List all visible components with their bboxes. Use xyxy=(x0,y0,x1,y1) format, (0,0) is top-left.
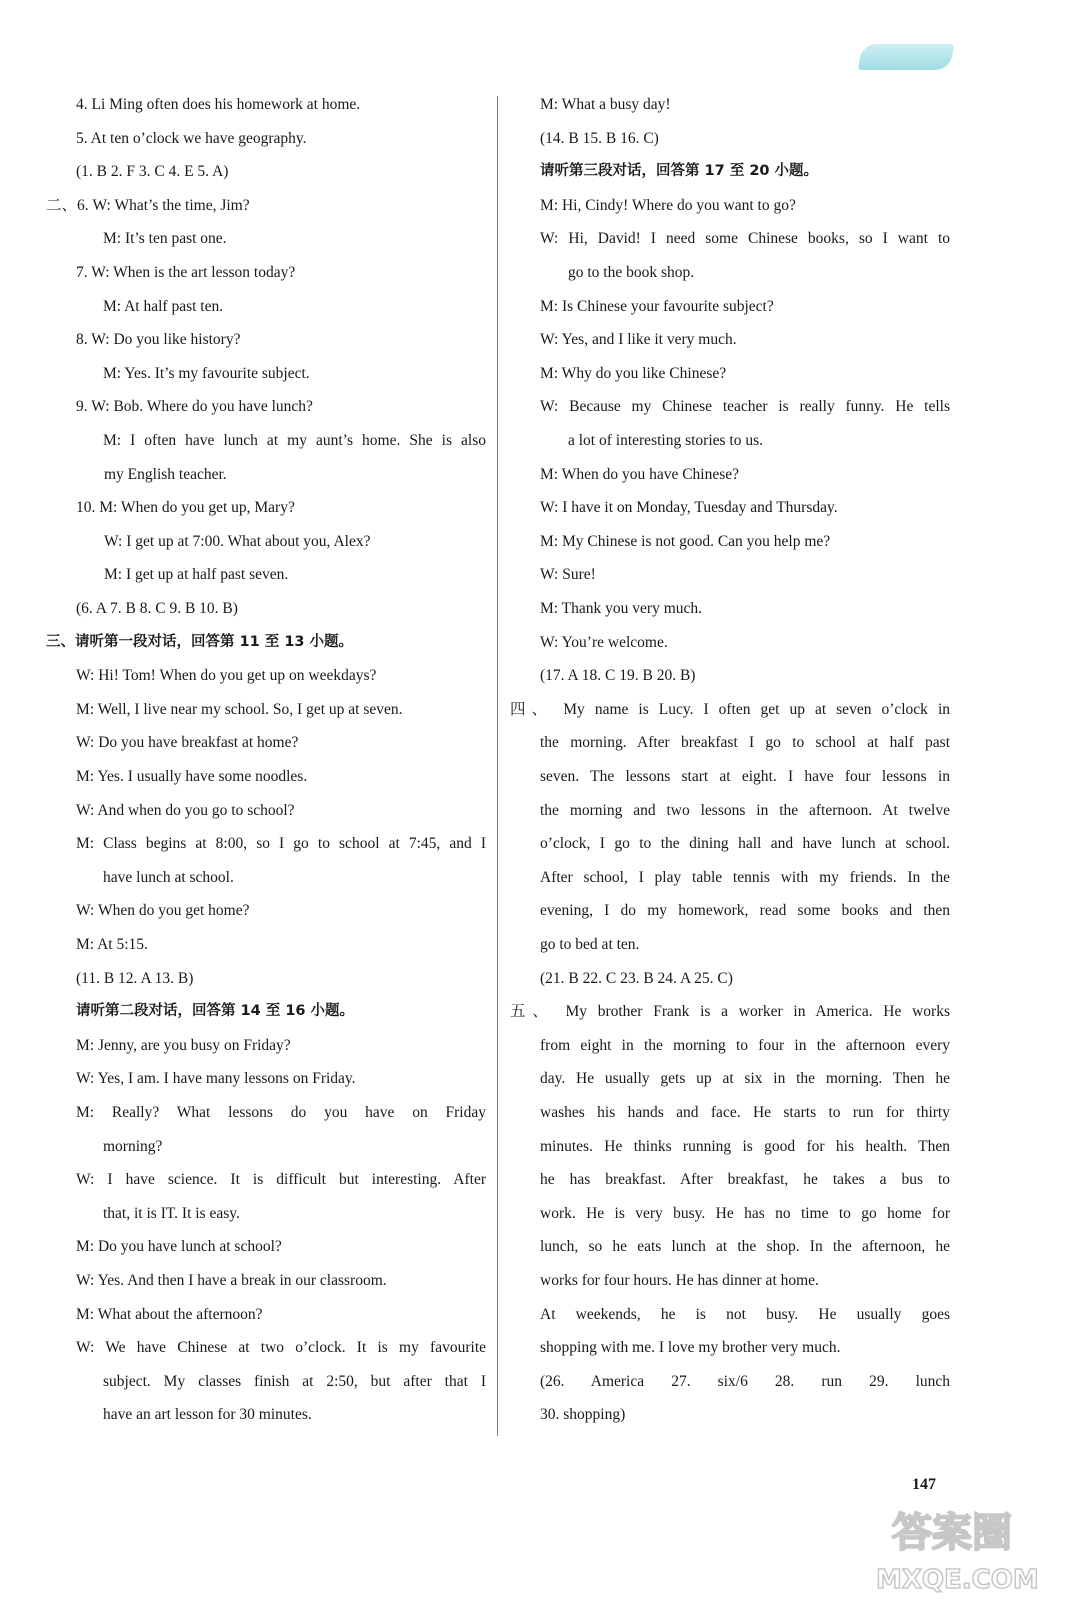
text-line: that, it is IT. It is easy. xyxy=(103,1204,240,1222)
text-line: 7. W: When is the art lesson today? xyxy=(76,264,296,281)
watermark-bottom-text: MXQE.COM xyxy=(876,1565,1039,1594)
text-line: 五、 My brother Frank is a worker in America. He works xyxy=(510,1003,950,1021)
text-line: M: I often have lunch at my aunt’s home. She is also xyxy=(103,432,486,449)
text-line: W: You’re welcome. xyxy=(540,633,668,651)
text-line: 4. Li Ming often does his homework at home. xyxy=(76,96,361,113)
text-line: he has breakfast. After breakfast, he takes a bus to xyxy=(540,1171,950,1189)
text-line: M: At half past ten. xyxy=(103,297,224,315)
text-line: W: Hi! Tom! When do you get up on weekdays? xyxy=(76,667,377,685)
text-line: (11. B 12. A 13. B) xyxy=(76,969,194,987)
text-line: M: Do you have lunch at school? xyxy=(76,1238,282,1256)
text-line: M: What about the afternoon? xyxy=(76,1305,263,1323)
text-line: M: My Chinese is not good. Can you help me? xyxy=(540,532,831,550)
text-line: M: What a busy day! xyxy=(540,96,671,113)
text-line: shopping with me. I love my brother very much. xyxy=(540,1339,841,1357)
text-line: 10. M: When do you get up, Mary? xyxy=(76,499,295,517)
text-line: from eight in the morning to four in the afternoon every xyxy=(540,1036,950,1054)
text-line: the morning. After breakfast I go to school at half past xyxy=(540,734,950,752)
text-line: work. He is very busy. He has no time to go home for xyxy=(540,1204,950,1222)
text-line: morning? xyxy=(103,1137,163,1155)
text-line: have lunch at school. xyxy=(103,868,234,886)
text-line: seven. The lessons start at eight. I have four lessons in xyxy=(540,768,950,785)
text-line: go to the book shop. xyxy=(568,264,695,281)
text-line: M: It’s ten past one. xyxy=(103,230,227,248)
text-line: After school, I play table tennis with my friends. In the xyxy=(540,868,950,886)
text-line: 三、请听第一段对话，回答第 11 至 13 小题。 xyxy=(46,633,354,650)
text-line: W: Yes. And then I have a break in our classroom. xyxy=(76,1272,387,1289)
text-line: evening, I do my homework, read some books and then xyxy=(540,902,950,920)
text-line: W: I have it on Monday, Tuesday and Thursday. xyxy=(540,499,838,517)
text-line: W: Yes, I am. I have many lessons on Friday. xyxy=(76,1070,356,1088)
text-line: At weekends, he is not busy. He usually goes xyxy=(540,1305,950,1323)
text-line: (1. B 2. F 3. C 4. E 5. A) xyxy=(76,163,229,181)
text-line: M: Yes. It’s my favourite subject. xyxy=(103,364,310,382)
text-line: have an art lesson for 30 minutes. xyxy=(103,1406,312,1424)
text-line: 二、6. W: What’s the time, Jim? xyxy=(46,196,250,214)
text-line: M: At 5:15. xyxy=(76,936,148,953)
text-line: my English teacher. xyxy=(104,465,227,483)
text-line: M: Class begins at 8:00, so I go to school at 7:45, and I xyxy=(76,835,486,853)
text-line: 请听第二段对话，回答第 14 至 16 小题。 xyxy=(76,1003,355,1020)
text-line: 8. W: Do you like history? xyxy=(76,331,241,349)
text-line: M: Is Chinese your favourite subject? xyxy=(540,297,774,315)
text-line: subject. My classes finish at 2:50, but after that I xyxy=(103,1372,486,1390)
text-line: M: I get up at half past seven. xyxy=(104,566,289,584)
text-line: o’clock, I go to the dining hall and have lunch at school. xyxy=(540,835,950,853)
text-line: W: We have Chinese at two o’clock. It is my favourite xyxy=(76,1339,486,1357)
text-line: M: Really? What lessons do you have on Friday xyxy=(76,1104,486,1121)
text-line: W: Do you have breakfast at home? xyxy=(76,734,299,752)
page-number: 147 xyxy=(912,1476,936,1493)
text-line: M: When do you have Chinese? xyxy=(540,465,740,483)
text-line: M: Yes. I usually have some noodles. xyxy=(76,768,308,785)
text-line: W: When do you get home? xyxy=(76,902,250,920)
text-line: (14. B 15. B 16. C) xyxy=(540,129,659,147)
text-line: works for four hours. He has dinner at home. xyxy=(540,1272,819,1289)
text-line: (6. A 7. B 8. C 9. B 10. B) xyxy=(76,600,238,617)
text-line: (21. B 22. C 23. B 24. A 25. C) xyxy=(540,969,733,987)
text-line: W: Because my Chinese teacher is really funny. He tells xyxy=(540,398,950,416)
text-line: minutes. He thinks running is good for his health. Then xyxy=(540,1137,950,1155)
text-line: W: Sure! xyxy=(540,566,596,584)
text-line: M: Well, I live near my school. So, I get up at seven. xyxy=(76,700,403,718)
text-line: day. He usually gets up at six in the morning. Then he xyxy=(540,1070,950,1088)
text-line: W: Yes, and I like it very much. xyxy=(540,331,737,349)
text-line: 9. W: Bob. Where do you have lunch? xyxy=(76,398,313,416)
text-line: 5. At ten o’clock we have geography. xyxy=(76,129,307,147)
text-line: M: Jenny, are you busy on Friday? xyxy=(76,1036,291,1054)
text-line: go to bed at ten. xyxy=(540,936,640,953)
text-line: the morning and two lessons in the afternoon. At twelve xyxy=(540,801,950,819)
watermark-top-text: 答案圈 xyxy=(892,1510,1012,1556)
header-decoration xyxy=(858,44,955,70)
text-line: 请听第三段对话，回答第 17 至 20 小题。 xyxy=(540,163,819,180)
text-line: W: I have science. It is difficult but interesting. After xyxy=(76,1171,486,1189)
column-divider xyxy=(497,96,498,1436)
text-line: 30. shopping) xyxy=(540,1406,626,1424)
text-line: (26. America 27. six/6 28. run 29. lunch xyxy=(540,1372,950,1390)
text-line: W: And when do you go to school? xyxy=(76,801,295,819)
text-line: a lot of interesting stories to us. xyxy=(568,432,764,449)
text-line: M: Why do you like Chinese? xyxy=(540,364,727,382)
text-line: (17. A 18. C 19. B 20. B) xyxy=(540,667,696,685)
text-line: lunch, so he eats lunch at the shop. In the afternoon, he xyxy=(540,1238,950,1256)
text-line: washes his hands and face. He starts to run for thirty xyxy=(540,1104,950,1121)
text-line: 四、 My name is Lucy. I often get up at seven o’clock in xyxy=(510,700,950,718)
watermark-logo xyxy=(872,1498,1062,1594)
text-line: M: Hi, Cindy! Where do you want to go? xyxy=(540,196,796,214)
text-line: M: Thank you very much. xyxy=(540,600,703,617)
text-line: W: Hi, David! I need some Chinese books, so I want to xyxy=(540,230,950,248)
text-line: W: I get up at 7:00. What about you, Alex? xyxy=(104,532,371,550)
